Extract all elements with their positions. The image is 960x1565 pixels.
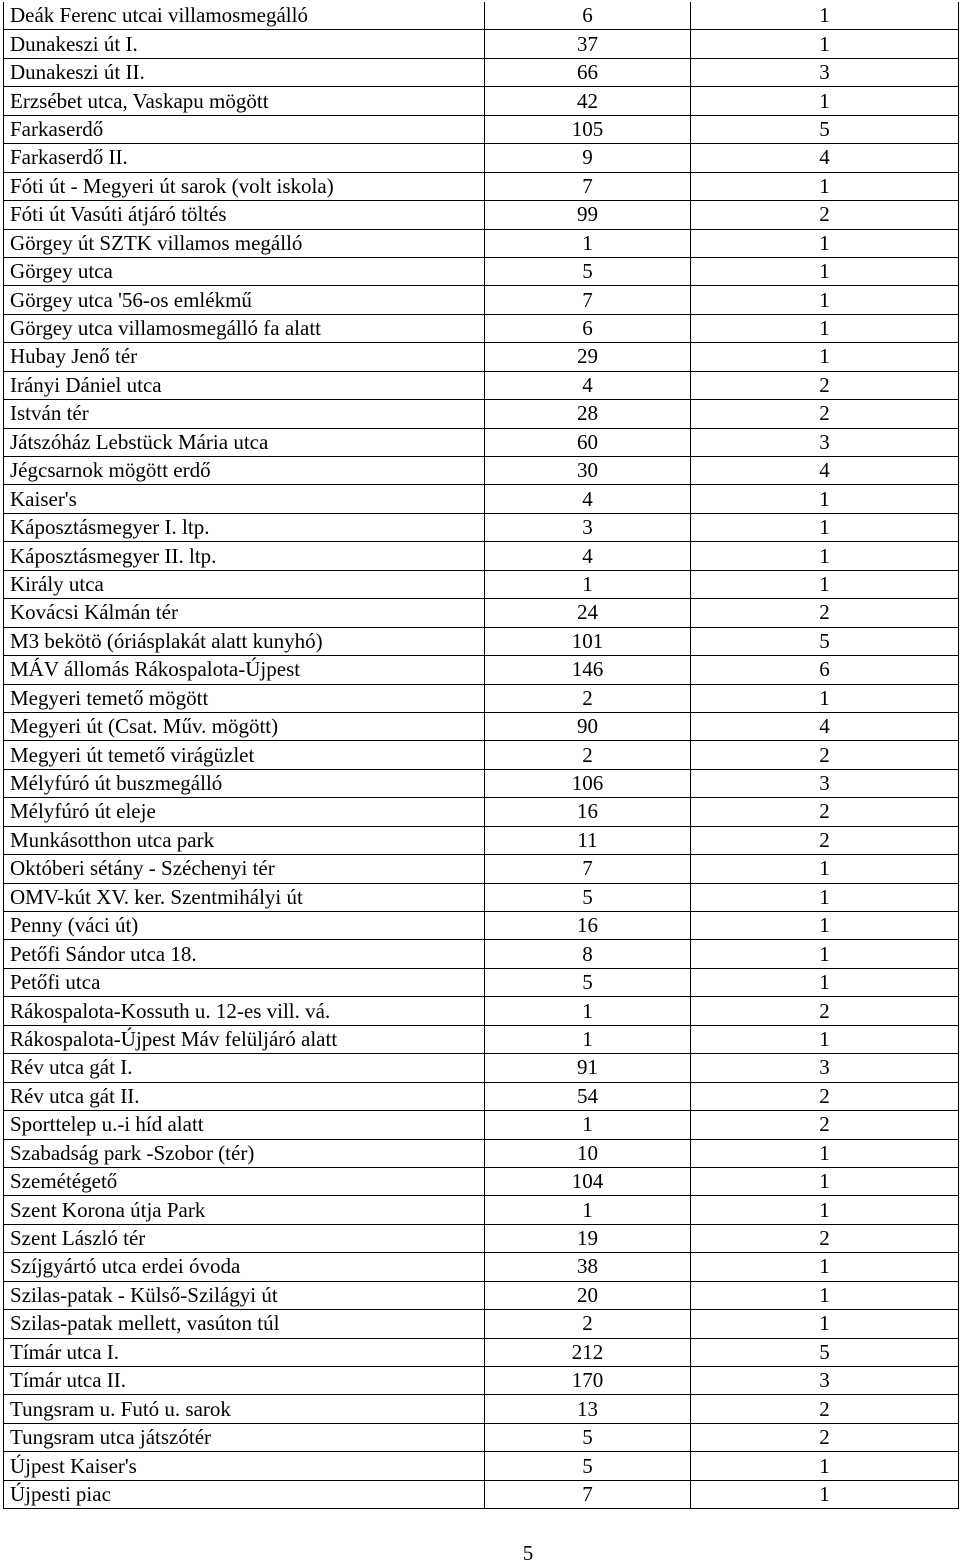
score-cell: 1: [691, 542, 959, 570]
location-cell: Szilas-patak - Külső-Szilágyi út: [4, 1281, 485, 1309]
score-cell: 2: [691, 997, 959, 1025]
score-cell: 1: [691, 485, 959, 513]
locations-table: [3, 2, 959, 1509]
table-row: [4, 87, 959, 115]
location-cell: Káposztásmegyer II. ltp.: [4, 542, 485, 570]
location-cell: Kovácsi Kálmán tér: [4, 599, 485, 627]
table-row: [4, 343, 959, 371]
table-row: [4, 684, 959, 712]
score-cell: 2: [691, 400, 959, 428]
location-cell: Dunakeszi út I.: [4, 30, 485, 58]
table-row: [4, 997, 959, 1025]
table-row: [4, 712, 959, 740]
score-cell: 1: [691, 1452, 959, 1480]
score-cell: 1: [691, 1025, 959, 1053]
score-cell: 1: [691, 286, 959, 314]
location-cell: Penny (váci út): [4, 912, 485, 940]
page-number: 5: [522, 1541, 534, 1565]
count-cell: 1: [485, 997, 691, 1025]
score-cell: 3: [691, 428, 959, 456]
table-row: [4, 428, 959, 456]
count-cell: 7: [485, 1480, 691, 1508]
count-cell: 5: [485, 968, 691, 996]
table-row: [4, 940, 959, 968]
count-cell: 10: [485, 1139, 691, 1167]
table-row: [4, 542, 959, 570]
score-cell: 1: [691, 1480, 959, 1508]
location-cell: OMV-kút XV. ker. Szentmihályi út: [4, 883, 485, 911]
table-row: [4, 570, 959, 598]
table-row: [4, 1196, 959, 1224]
count-cell: 37: [485, 30, 691, 58]
count-cell: 4: [485, 542, 691, 570]
table-row: [4, 115, 959, 143]
table-row: [4, 286, 959, 314]
count-cell: 1: [485, 1111, 691, 1139]
score-cell: 1: [691, 229, 959, 257]
location-cell: Játszóház Lebstück Mária utca: [4, 428, 485, 456]
location-cell: Irányi Dániel utca: [4, 371, 485, 399]
count-cell: 28: [485, 400, 691, 428]
score-cell: 2: [691, 1224, 959, 1252]
score-cell: 2: [691, 1423, 959, 1451]
table-row: [4, 1139, 959, 1167]
table-row: [4, 257, 959, 285]
location-cell: Dunakeszi út II.: [4, 58, 485, 86]
score-cell: 1: [691, 87, 959, 115]
score-cell: 2: [691, 201, 959, 229]
count-cell: 1: [485, 1196, 691, 1224]
score-cell: 3: [691, 1367, 959, 1395]
location-cell: Szabadság park -Szobor (tér): [4, 1139, 485, 1167]
score-cell: 1: [691, 1196, 959, 1224]
score-cell: 1: [691, 30, 959, 58]
table-row: [4, 1338, 959, 1366]
count-cell: 4: [485, 485, 691, 513]
count-cell: 9: [485, 144, 691, 172]
table-row: [4, 172, 959, 200]
score-cell: 4: [691, 712, 959, 740]
table-row: [4, 400, 959, 428]
count-cell: 13: [485, 1395, 691, 1423]
count-cell: 212: [485, 1338, 691, 1366]
table-row: [4, 144, 959, 172]
count-cell: 66: [485, 58, 691, 86]
score-cell: 2: [691, 1082, 959, 1110]
table-row: [4, 656, 959, 684]
location-cell: Munkásotthon utca park: [4, 826, 485, 854]
table-row: [4, 1480, 959, 1508]
table-row: [4, 1167, 959, 1195]
location-cell: Erzsébet utca, Vaskapu mögött: [4, 87, 485, 115]
table-row: [4, 968, 959, 996]
table-row: [4, 1452, 959, 1480]
score-cell: 2: [691, 741, 959, 769]
score-cell: 1: [691, 513, 959, 541]
score-cell: 2: [691, 1111, 959, 1139]
count-cell: 8: [485, 940, 691, 968]
score-cell: 1: [691, 684, 959, 712]
table-row: [4, 30, 959, 58]
location-cell: Szemétégető: [4, 1167, 485, 1195]
count-cell: 91: [485, 1054, 691, 1082]
score-cell: 1: [691, 1253, 959, 1281]
count-cell: 6: [485, 314, 691, 342]
score-cell: 1: [691, 314, 959, 342]
table-row: [4, 1310, 959, 1338]
location-cell: Farkaserdő: [4, 115, 485, 143]
count-cell: 170: [485, 1367, 691, 1395]
score-cell: 1: [691, 257, 959, 285]
count-cell: 3: [485, 513, 691, 541]
count-cell: 5: [485, 257, 691, 285]
table-row: [4, 58, 959, 86]
location-cell: Fóti út Vasúti átjáró töltés: [4, 201, 485, 229]
location-cell: Káposztásmegyer I. ltp.: [4, 513, 485, 541]
count-cell: 90: [485, 712, 691, 740]
location-cell: Szent László tér: [4, 1224, 485, 1252]
table-row: [4, 855, 959, 883]
location-cell: Mélyfúró út buszmegálló: [4, 769, 485, 797]
location-cell: Szíjgyártó utca erdei óvoda: [4, 1253, 485, 1281]
score-cell: 5: [691, 627, 959, 655]
table-row: [4, 798, 959, 826]
table-row: [4, 769, 959, 797]
score-cell: 2: [691, 371, 959, 399]
location-cell: Király utca: [4, 570, 485, 598]
score-cell: 2: [691, 1395, 959, 1423]
count-cell: 4: [485, 371, 691, 399]
count-cell: 19: [485, 1224, 691, 1252]
count-cell: 101: [485, 627, 691, 655]
table-row: [4, 826, 959, 854]
table-row: [4, 741, 959, 769]
table-row: [4, 513, 959, 541]
score-cell: 2: [691, 599, 959, 627]
count-cell: 146: [485, 656, 691, 684]
count-cell: 1: [485, 570, 691, 598]
table-row: [4, 1281, 959, 1309]
table-row: [4, 371, 959, 399]
location-cell: Kaiser's: [4, 485, 485, 513]
count-cell: 1: [485, 1025, 691, 1053]
table-row: [4, 1395, 959, 1423]
location-cell: MÁV állomás Rákospalota-Újpest: [4, 656, 485, 684]
location-cell: Mélyfúró út eleje: [4, 798, 485, 826]
score-cell: 1: [691, 1310, 959, 1338]
count-cell: 5: [485, 1452, 691, 1480]
location-cell: Megyeri út (Csat. Műv. mögött): [4, 712, 485, 740]
score-cell: 1: [691, 172, 959, 200]
count-cell: 11: [485, 826, 691, 854]
count-cell: 16: [485, 912, 691, 940]
table-row: [4, 457, 959, 485]
score-cell: 1: [691, 968, 959, 996]
count-cell: 29: [485, 343, 691, 371]
table-row: [4, 314, 959, 342]
count-cell: 1: [485, 229, 691, 257]
table-row: [4, 1082, 959, 1110]
location-cell: Fóti út - Megyeri út sarok (volt iskola): [4, 172, 485, 200]
score-cell: 2: [691, 826, 959, 854]
count-cell: 38: [485, 1253, 691, 1281]
count-cell: 104: [485, 1167, 691, 1195]
score-cell: 3: [691, 769, 959, 797]
count-cell: 60: [485, 428, 691, 456]
location-cell: Petőfi utca: [4, 968, 485, 996]
score-cell: 1: [691, 1167, 959, 1195]
location-cell: Újpest Kaiser's: [4, 1452, 485, 1480]
table-row: [4, 1253, 959, 1281]
count-cell: 5: [485, 1423, 691, 1451]
table-row: [4, 627, 959, 655]
location-cell: Jégcsarnok mögött erdő: [4, 457, 485, 485]
location-cell: Hubay Jenő tér: [4, 343, 485, 371]
score-cell: 6: [691, 656, 959, 684]
table-row: [4, 1367, 959, 1395]
location-cell: Rév utca gát I.: [4, 1054, 485, 1082]
table-row: [4, 2, 959, 30]
count-cell: 54: [485, 1082, 691, 1110]
table-row: [4, 1054, 959, 1082]
score-cell: 4: [691, 144, 959, 172]
score-cell: 1: [691, 1281, 959, 1309]
location-cell: Tímár utca I.: [4, 1338, 485, 1366]
count-cell: 16: [485, 798, 691, 826]
location-cell: Petőfi Sándor utca 18.: [4, 940, 485, 968]
score-cell: 5: [691, 1338, 959, 1366]
count-cell: 24: [485, 599, 691, 627]
location-cell: Görgey út SZTK villamos megálló: [4, 229, 485, 257]
count-cell: 2: [485, 741, 691, 769]
location-cell: Görgey utca villamosmegálló fa alatt: [4, 314, 485, 342]
score-cell: 5: [691, 115, 959, 143]
location-cell: Rákospalota-Újpest Máv felüljáró alatt: [4, 1025, 485, 1053]
table-row: [4, 599, 959, 627]
location-cell: István tér: [4, 400, 485, 428]
count-cell: 30: [485, 457, 691, 485]
score-cell: 1: [691, 855, 959, 883]
location-cell: Görgey utca: [4, 257, 485, 285]
location-cell: M3 bekötö (óriásplakát alatt kunyhó): [4, 627, 485, 655]
count-cell: 106: [485, 769, 691, 797]
table-row: [4, 1111, 959, 1139]
location-cell: Szent Korona útja Park: [4, 1196, 485, 1224]
location-cell: Újpesti piac: [4, 1480, 485, 1508]
table-row: [4, 229, 959, 257]
count-cell: 99: [485, 201, 691, 229]
location-cell: Tímár utca II.: [4, 1367, 485, 1395]
table-row: [4, 1224, 959, 1252]
count-cell: 7: [485, 286, 691, 314]
location-cell: Szilas-patak mellett, vasúton túl: [4, 1310, 485, 1338]
count-cell: 105: [485, 115, 691, 143]
table-row: [4, 485, 959, 513]
table-row: [4, 912, 959, 940]
score-cell: 3: [691, 58, 959, 86]
table-row: [4, 1423, 959, 1451]
score-cell: 2: [691, 798, 959, 826]
score-cell: 1: [691, 912, 959, 940]
table-row: [4, 201, 959, 229]
count-cell: 20: [485, 1281, 691, 1309]
location-cell: Októberi sétány - Széchenyi tér: [4, 855, 485, 883]
count-cell: 2: [485, 1310, 691, 1338]
score-cell: 1: [691, 343, 959, 371]
location-cell: Tungsram utca játszótér: [4, 1423, 485, 1451]
score-cell: 1: [691, 2, 959, 30]
score-cell: 1: [691, 940, 959, 968]
table-row: [4, 1025, 959, 1053]
location-cell: Görgey utca '56-os emlékmű: [4, 286, 485, 314]
score-cell: 1: [691, 1139, 959, 1167]
location-cell: Rév utca gát II.: [4, 1082, 485, 1110]
score-cell: 3: [691, 1054, 959, 1082]
count-cell: 5: [485, 883, 691, 911]
score-cell: 1: [691, 570, 959, 598]
count-cell: 7: [485, 172, 691, 200]
count-cell: 42: [485, 87, 691, 115]
location-cell: Tungsram u. Futó u. sarok: [4, 1395, 485, 1423]
location-cell: Megyeri út temető virágüzlet: [4, 741, 485, 769]
location-cell: Deák Ferenc utcai villamosmegálló: [4, 2, 485, 30]
location-cell: Rákospalota-Kossuth u. 12-es vill. vá.: [4, 997, 485, 1025]
score-cell: 1: [691, 883, 959, 911]
count-cell: 7: [485, 855, 691, 883]
count-cell: 2: [485, 684, 691, 712]
location-cell: Farkaserdő II.: [4, 144, 485, 172]
location-cell: Sporttelep u.-i híd alatt: [4, 1111, 485, 1139]
table-row: [4, 883, 959, 911]
count-cell: 6: [485, 2, 691, 30]
score-cell: 4: [691, 457, 959, 485]
location-cell: Megyeri temető mögött: [4, 684, 485, 712]
locations-table-body: [4, 2, 959, 1509]
